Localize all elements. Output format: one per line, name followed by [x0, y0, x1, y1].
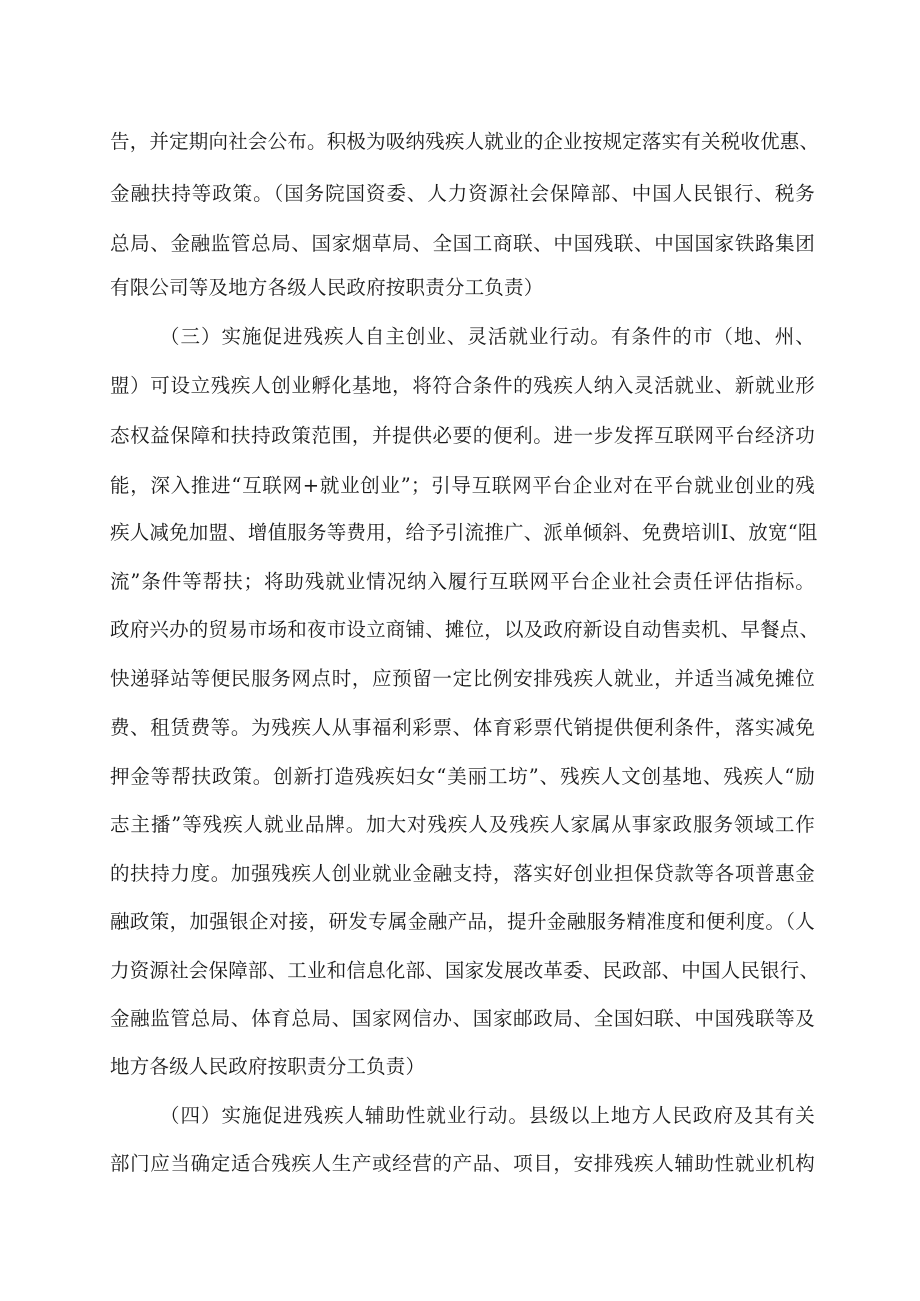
- text-line: 力资源社会保障部、工业和信息化部、国家发展改革委、民政部、中国人民银行、: [110, 959, 820, 982]
- text-line: 能，深入推进“互联网+就业创业”；引导互联网平台企业对在平台就业创业的残: [110, 474, 815, 497]
- section-heading-4: （四）实施促进残疾人辅助性就业行动。县级以上地方人民政府及其有关: [160, 1104, 815, 1127]
- text-line: 金融扶持等政策。（国务院国资委、人力资源社会保障部、中国人民银行、税务: [110, 182, 815, 205]
- text-line: 金融监管总局、体育总局、国家网信办、国家邮政局、全国妇联、中国残联等及: [110, 1007, 815, 1030]
- text-line: 地方各级人民政府按职责分工负责）: [110, 1055, 426, 1078]
- text-line: 流”条件等帮扶；将助残就业情况纳入履行互联网平台企业社会责任评估指标。: [110, 570, 815, 593]
- text-line: 押金等帮扶政策。创新打造残疾妇女“美丽工坊”、残疾人文创基地、残疾人“励: [110, 765, 815, 788]
- text-line: 疾人减免加盟、增值服务等费用，给予引流推广、派单倾斜、免费培训I、放宽“阻: [110, 521, 818, 544]
- text-line: 有限公司等及地方各级人民政府按职责分工负责）: [110, 276, 544, 299]
- text-line: 政府兴办的贸易市场和夜市设立商铺、摊位，以及政府新设自动售卖机、早餐点、: [110, 618, 820, 641]
- text-line: 态权益保障和扶持政策范围，并提供必要的便利。进一步发挥互联网平台经济功: [110, 424, 815, 447]
- text-line: 盟）可设立残疾人创业孵化基地，将符合条件的残疾人纳入灵活就业、新就业形: [110, 374, 815, 397]
- text-line: 的扶持力度。加强残疾人创业就业金融支持，落实好创业担保贷款等各项普惠金: [110, 862, 815, 885]
- text-line: 告，并定期向社会公布。积极为吸纳残疾人就业的企业按规定落实有关税收优惠、: [110, 130, 820, 153]
- text-line: 部门应当确定适合残疾人生产或经营的产品、项目，安排残疾人辅助性就业机构: [110, 1152, 815, 1175]
- text-line: 融政策，加强银企对接，研发专属金融产品，提升金融服务精准度和便利度。（人: [110, 910, 815, 933]
- section-heading-3: （三）实施促进残疾人自主创业、灵活就业行动。有条件的市（地、州、: [160, 325, 815, 348]
- text-line: 费、租赁费等。为残疾人从事福利彩票、体育彩票代销提供便利条件，落实减免: [110, 716, 815, 739]
- text-line: 总局、金融监管总局、国家烟草局、全国工商联、中国残联、中国国家铁路集团: [110, 232, 815, 255]
- text-line: 快递驿站等便民服务网点时，应预留一定比例安排残疾人就业，并适当减免摊位: [110, 667, 815, 690]
- text-line: 志主播”等残疾人就业品牌。加大对残疾人及残疾人家属从事家政服务领域工作: [110, 813, 815, 836]
